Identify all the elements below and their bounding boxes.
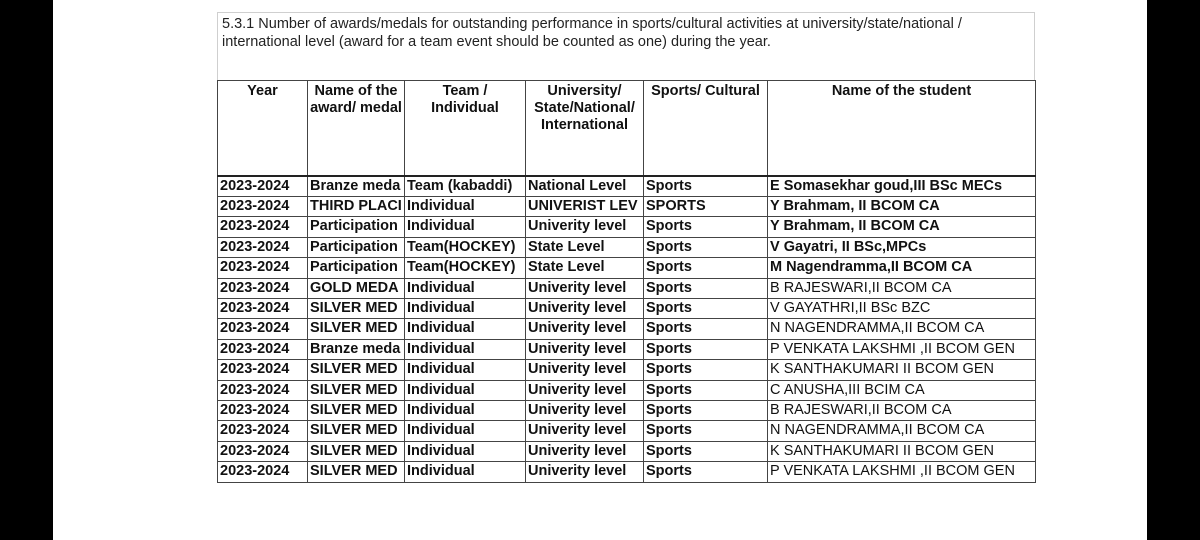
cell-student: Y Brahmam, II BCOM CA [768,196,1036,216]
cell-level: Univerity level [526,360,644,380]
table-row [218,298,1036,318]
cell-team: Individual [405,196,526,216]
table-row [218,421,1036,441]
cell-level: Univerity level [526,380,644,400]
cell-category: Sports [644,400,768,420]
cell-award: THIRD PLACI [308,196,405,216]
col-header-category: Sports/ Cultural [644,81,768,176]
table-row [218,339,1036,359]
cell-category: Sports [644,298,768,318]
table-row [218,462,1036,482]
cell-student: K SANTHAKUMARI II BCOM GEN [768,360,1036,380]
cell-category: Sports [644,360,768,380]
heading-line-1: 5.3.1 Number of awards/medals for outstanding performance in sports/cultural activities at university/state/national / [222,16,962,32]
cell-category: Sports [644,380,768,400]
cell-year: 2023-2024 [218,441,308,461]
cell-team: Team (kabaddi) [405,176,526,197]
cell-year: 2023-2024 [218,176,308,197]
cell-year: 2023-2024 [218,360,308,380]
table-row [218,176,1036,197]
cell-category: Sports [644,319,768,339]
table-row [218,258,1036,278]
cell-student: Y Brahmam, II BCOM CA [768,217,1036,237]
cell-team: Individual [405,360,526,380]
cell-award: SILVER MED [308,421,405,441]
table-row [218,217,1036,237]
cell-team: Individual [405,298,526,318]
cell-team: Individual [405,217,526,237]
document-sheet [217,12,1035,483]
cell-level: National Level [526,176,644,197]
cell-team: Individual [405,278,526,298]
table-body [218,176,1036,483]
col-header-team: Team / Individual [405,81,526,176]
col-header-year: Year [218,81,308,176]
cell-category: Sports [644,176,768,197]
cell-year: 2023-2024 [218,421,308,441]
cell-student: V Gayatri, II BSc,MPCs [768,237,1036,257]
cell-level: State Level [526,237,644,257]
cell-award: Participation [308,258,405,278]
cell-level: Univerity level [526,441,644,461]
cell-award: Participation [308,237,405,257]
table-row [218,237,1036,257]
cell-year: 2023-2024 [218,196,308,216]
cell-award: Branze meda [308,176,405,197]
table-row [218,360,1036,380]
cell-category: Sports [644,462,768,482]
table-row [218,380,1036,400]
left-black-border [0,0,53,540]
cell-level: State Level [526,258,644,278]
col-header-award: Name of the award/ medal [308,81,405,176]
cell-award: SILVER MED [308,319,405,339]
cell-student: B RAJESWARI,II BCOM CA [768,400,1036,420]
table-row [218,196,1036,216]
cell-student: B RAJESWARI,II BCOM CA [768,278,1036,298]
criterion-heading [217,12,1035,80]
cell-student: P VENKATA LAKSHMI ,II BCOM GEN [768,339,1036,359]
cell-award: Branze meda [308,339,405,359]
cell-student: K SANTHAKUMARI II BCOM GEN [768,441,1036,461]
cell-level: Univerity level [526,319,644,339]
cell-student: V GAYATHRI,II BSc BZC [768,298,1036,318]
cell-year: 2023-2024 [218,278,308,298]
cell-year: 2023-2024 [218,298,308,318]
cell-award: SILVER MED [308,400,405,420]
cell-year: 2023-2024 [218,400,308,420]
cell-level: Univerity level [526,339,644,359]
cell-award: SILVER MED [308,441,405,461]
cell-category: Sports [644,217,768,237]
cell-year: 2023-2024 [218,237,308,257]
cell-level: Univerity level [526,462,644,482]
cell-category: Sports [644,278,768,298]
cell-team: Individual [405,319,526,339]
cell-student: C ANUSHA,III BCIM CA [768,380,1036,400]
cell-year: 2023-2024 [218,380,308,400]
cell-student: P VENKATA LAKSHMI ,II BCOM GEN [768,462,1036,482]
cell-team: Individual [405,400,526,420]
cell-year: 2023-2024 [218,319,308,339]
cell-team: Individual [405,339,526,359]
awards-table [217,80,1036,483]
cell-category: Sports [644,421,768,441]
cell-level: Univerity level [526,421,644,441]
cell-team: Individual [405,380,526,400]
cell-student: M Nagendramma,II BCOM CA [768,258,1036,278]
heading-line-2: international level (award for a team event should be counted as one) during the year. [222,34,771,50]
cell-student: N NAGENDRAMMA,II BCOM CA [768,319,1036,339]
cell-award: SILVER MED [308,380,405,400]
cell-level: Univerity level [526,400,644,420]
cell-team: Individual [405,421,526,441]
cell-award: GOLD MEDA [308,278,405,298]
cell-category: Sports [644,339,768,359]
cell-level: Univerity level [526,298,644,318]
cell-year: 2023-2024 [218,462,308,482]
cell-award: SILVER MED [308,462,405,482]
table-row [218,400,1036,420]
cell-level: Univerity level [526,278,644,298]
table-row [218,319,1036,339]
cell-team: Team(HOCKEY) [405,237,526,257]
cell-level: Univerity level [526,217,644,237]
cell-category: Sports [644,441,768,461]
cell-team: Individual [405,441,526,461]
cell-award: SILVER MED [308,360,405,380]
cell-team: Team(HOCKEY) [405,258,526,278]
cell-award: SILVER MED [308,298,405,318]
cell-team: Individual [405,462,526,482]
cell-year: 2023-2024 [218,339,308,359]
cell-level: UNIVERIST LEV [526,196,644,216]
col-header-level: University/ State/National/ International [526,81,644,176]
cell-student: E Somasekhar goud,III BSc MECs [768,176,1036,197]
table-row [218,441,1036,461]
col-header-student: Name of the student [768,81,1036,176]
header-row [218,81,1036,176]
right-black-border [1147,0,1200,540]
cell-year: 2023-2024 [218,217,308,237]
cell-category: SPORTS [644,196,768,216]
cell-award: Participation [308,217,405,237]
cell-student: N NAGENDRAMMA,II BCOM CA [768,421,1036,441]
cell-category: Sports [644,258,768,278]
table-row [218,278,1036,298]
cell-year: 2023-2024 [218,258,308,278]
cell-category: Sports [644,237,768,257]
